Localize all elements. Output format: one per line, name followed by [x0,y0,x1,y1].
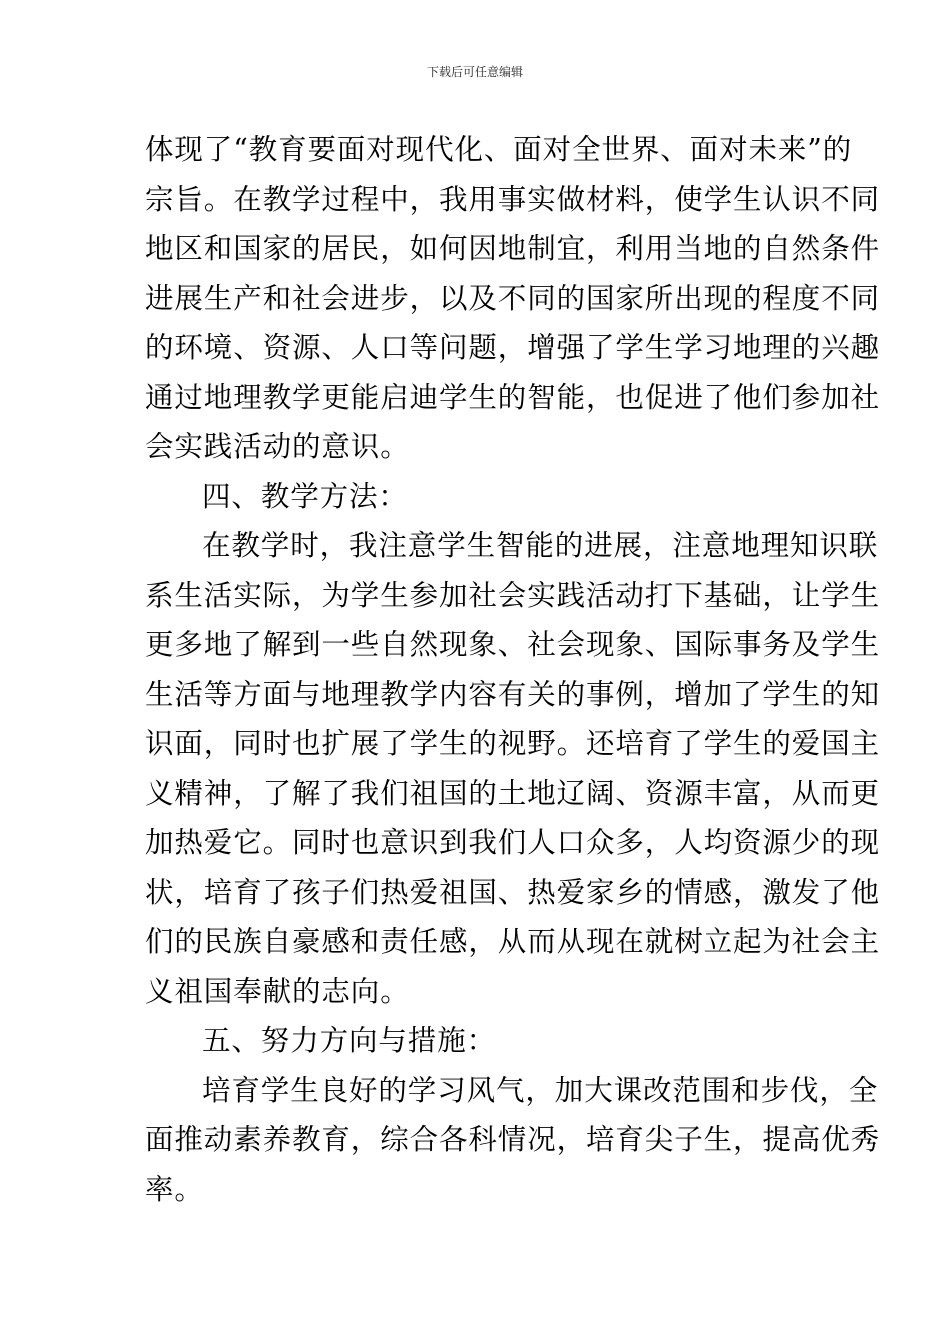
text-line: 更多地了解到一些自然现象、社会现象、国际事务及学生 [145,628,881,661]
text-line: 培育学生良好的学习风气，加大课改范围和步伐，全 [202,1073,879,1107]
text-line: 在教学时，我注意学生智能的进展，注意地理知识联 [202,529,879,562]
text-line: 会实践活动的意识。 [145,430,410,463]
text-line: 宗旨。在教学过程中，我用事实做材料，使学生认识不同 [145,182,881,216]
text-line: 们的民族自豪感和责任感，从而从现在就树立起为社会主 [145,925,881,958]
text-line: 识面，同时也扩展了学生的视野。还培育了学生的爱国主 [145,727,881,760]
text-line: 系生活实际，为学生参加社会实践活动打下基础，让学生 [145,578,881,612]
text-line: 加热爱它。同时也意识到我们人口众多，人均资源少的现 [145,826,881,859]
text-line: 地区和国家的居民，如何因地制宜，利用当地的自然条件 [145,232,881,265]
text-line: 体现了“教育要面对现代化、面对全世界、面对未来”的 [145,133,853,166]
text-line: 状，培育了孩子们热爱祖国、热爱家乡的情感，激发了他 [145,875,881,909]
text-line: 生活等方面与地理教学内容有关的事例，增加了学生的知 [145,677,881,711]
section-heading: 五、努力方向与措施： [202,1024,497,1057]
text-line: 面推动素养教育，综合各科情况，培育尖子生，提高优秀 [145,1123,881,1156]
text-line: 通过地理教学更能启迪学生的智能，也促进了他们参加社 [145,380,881,414]
text-line: 义祖国奉献的志向。 [145,974,410,1008]
document-body [145,125,881,1214]
text-line: 义精神，了解了我们祖国的土地辽阔、资源丰富，从而更 [145,776,881,810]
page-header: 下载后可任意编辑 [426,65,523,79]
section-heading: 四、教学方法： [202,479,408,513]
text-line: 率。 [145,1172,204,1206]
text-line: 的环境、资源、人口等问题，增强了学生学习地理的兴趣 [145,331,881,364]
text-line: 进展生产和社会进步，以及不同的国家所出现的程度不同 [145,281,881,315]
